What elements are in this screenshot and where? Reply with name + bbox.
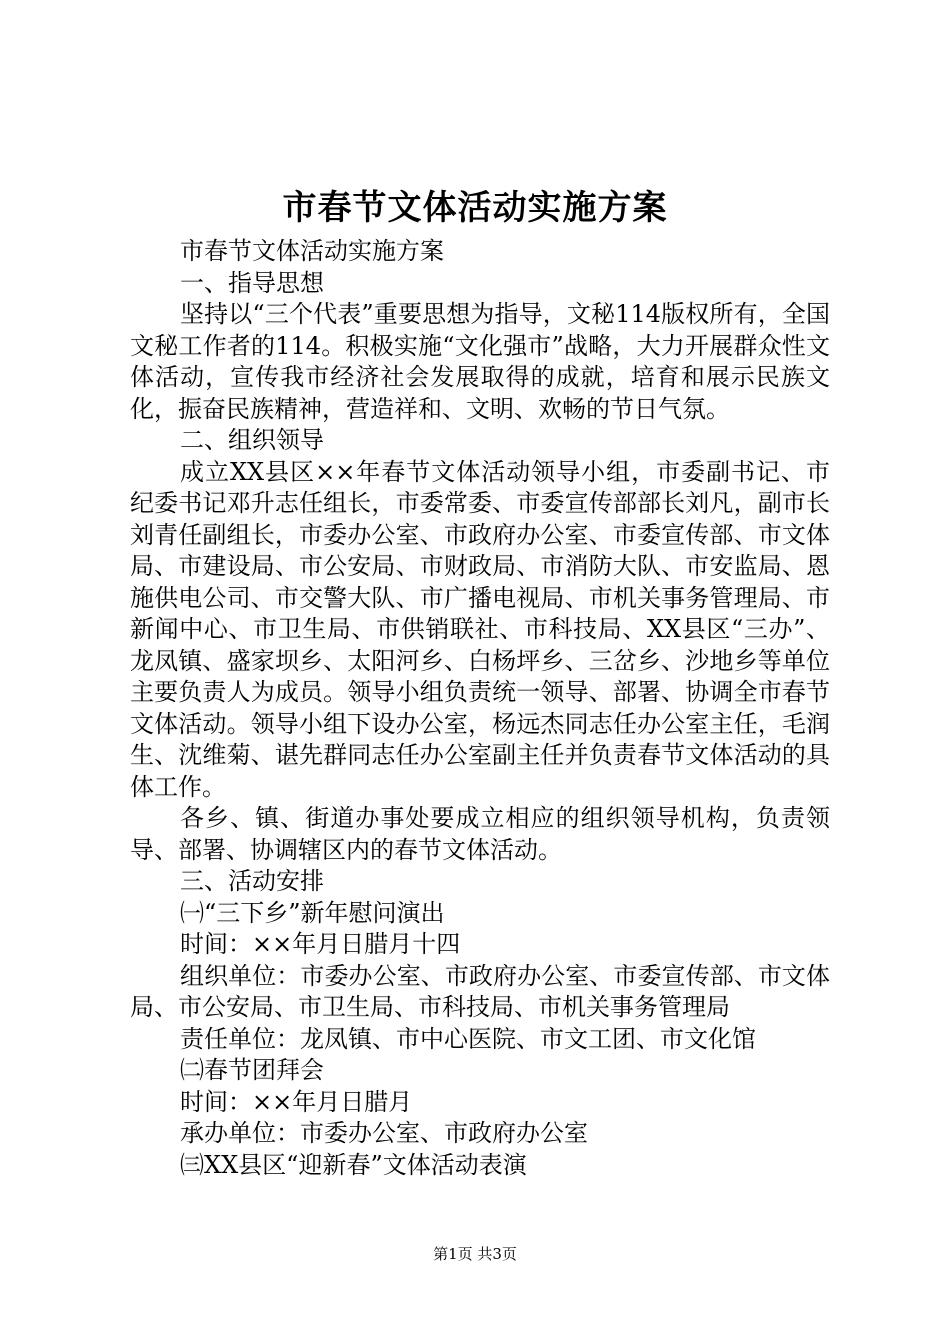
activity-1-title: ㈠“三下乡”新年慰问演出 [180, 898, 445, 927]
activity-2-time: 时间：××年月日腊月 [180, 1087, 413, 1116]
paragraph-leading-group: 成立XX县区××年春节文体活动领导小组，市委副书记、市纪委书记邓升志任组长，市委常委、市委宣传部部长刘凡，副市长刘青任副组长，市委办公室、市政府办公室、市委宣传部、市文体局、市建设局、市公安局、市财政局、市消防大队、市安监局、恩施供电公司、市交警大队、市广播电视局、市机关事务管理局、市新闻中心、市卫生局、市供销联社、市科技局、XX县区“三办”、龙凤镇、盛家坝乡、太阳河乡、白杨坪乡、三岔乡、沙地乡等单位主要负责人为成员。领导小组负责统一领导、部署、协调全市春节文体活动。领导小组下设办公室，杨远杰同志任办公室主任，毛润生、沈维菊、谌先群同志任办公室副主任并负责春节文体活动的具体工作。 [130, 457, 830, 801]
section-heading-guiding-ideology: 一、指导思想 [180, 268, 324, 297]
document-title: 市春节文体活动实施方案 [282, 188, 668, 228]
paragraph-subtitle: 市春节文体活动实施方案 [180, 237, 444, 265]
activity-2-hosts: 承办单位：市委办公室、市政府办公室 [180, 1119, 588, 1147]
section-heading-activities: 三、活动安排 [180, 867, 324, 895]
activity-1-time: 时间：××年月日腊月十四 [180, 930, 461, 958]
paragraph-guiding-ideology: 坚持以“三个代表”重要思想为指导，文秘114版权所有，全国文秘工作者的114。积极实施“文化强市”战略，大力开展群众性文体活动，宣传我市经济社会发展取得的成就，培育和展示民族文化，振奋民族精神，营造祥和、文明、欢畅的节日气氛。 [130, 300, 830, 423]
activity-1-organizers: 组织单位：市委办公室、市政府办公室、市委宣传部、市文体局、市公安局、市卫生局、市科技局、市机关事务管理局 [130, 961, 830, 1021]
activity-2-title: ㈡春节团拜会 [180, 1056, 324, 1084]
section-heading-organization: 二、组织领导 [180, 426, 324, 454]
paragraph-local-organizations: 各乡、镇、街道办事处要成立相应的组织领导机构，负责领导、部署、协调辖区内的春节文体活动。 [130, 804, 830, 864]
activity-1-responsible-units: 责任单位：龙凤镇、市中心医院、市文工团、市文化馆 [180, 1024, 756, 1053]
document-body [130, 236, 830, 1181]
activity-3-title: ㈢XX县区“迎新春”文体活动表演 [180, 1150, 527, 1179]
page-number-footer: 第1页 共3页 [433, 1245, 517, 1263]
